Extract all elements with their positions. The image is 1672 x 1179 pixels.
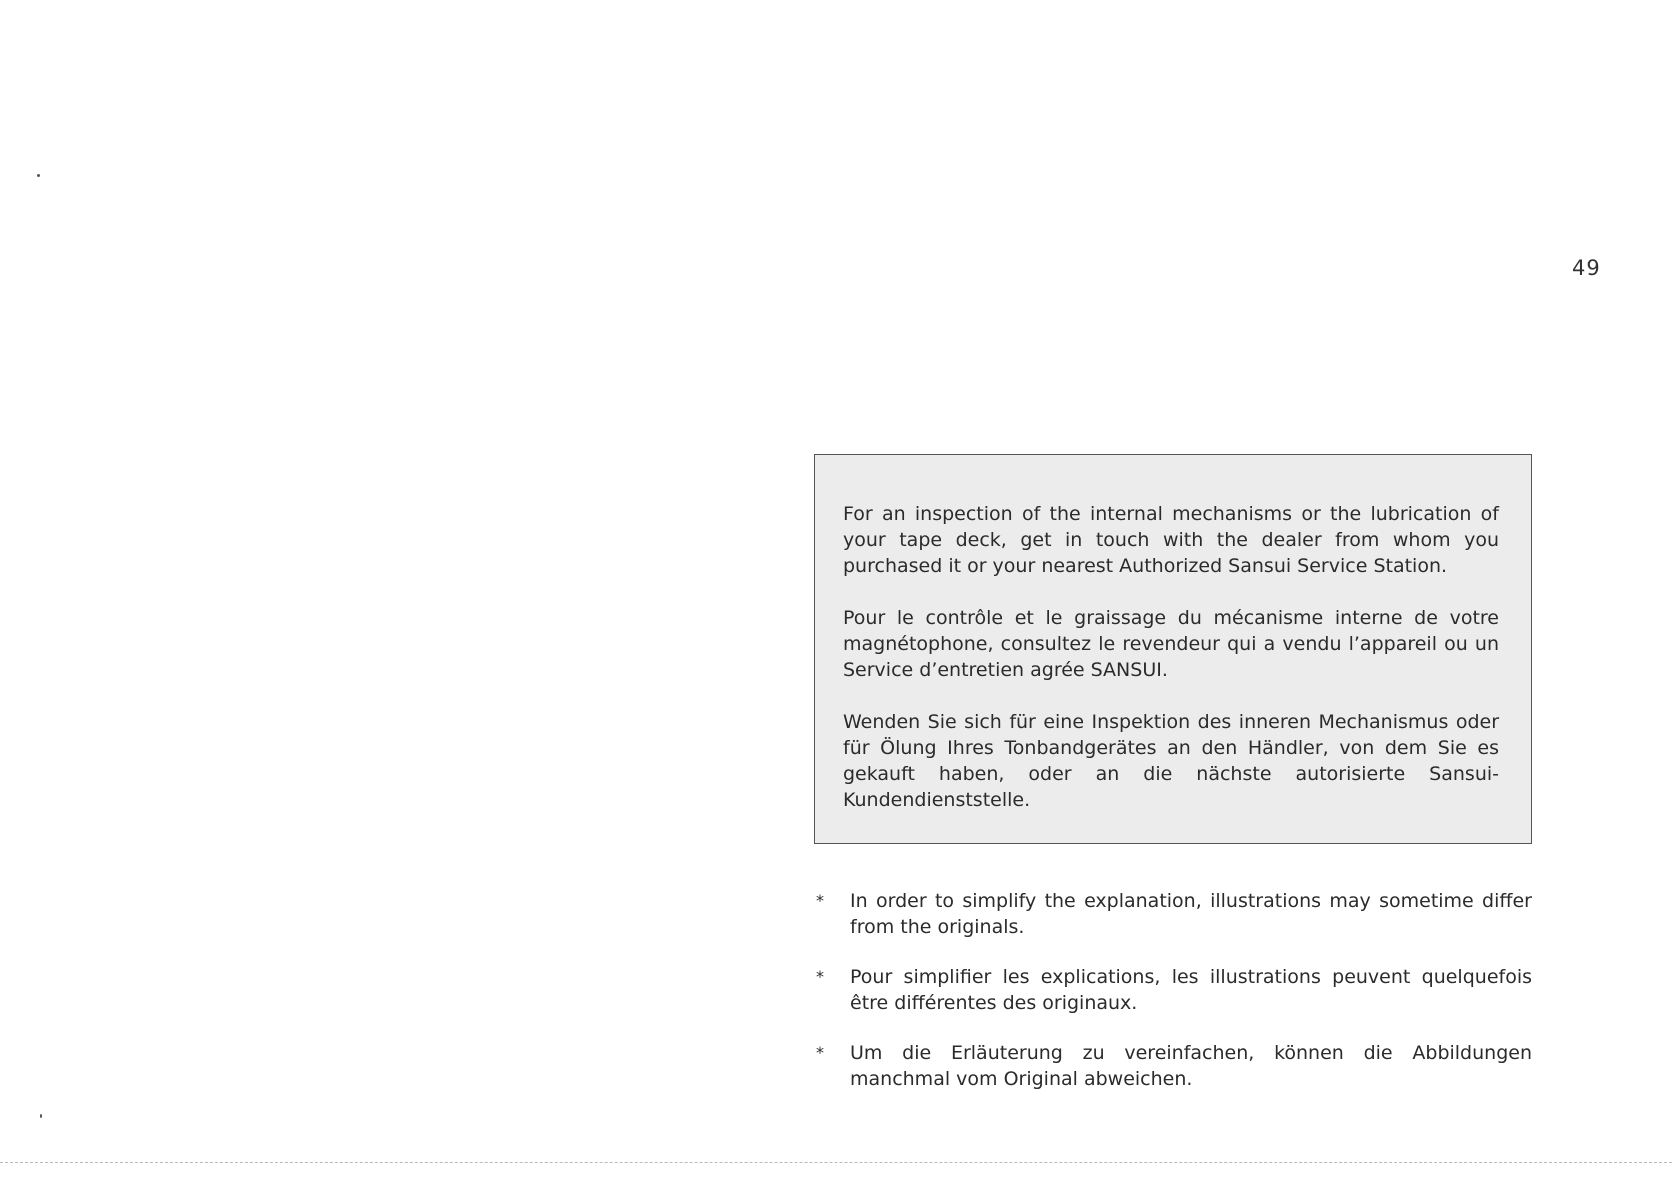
service-notice-box [814, 454, 1532, 844]
illustration-notes [816, 888, 1532, 1116]
asterisk-icon: * [816, 1043, 824, 1062]
note-english [816, 888, 1532, 940]
note-german [816, 1040, 1532, 1092]
note-text: In order to simplify the explanation, illustrations may sometime differ from the originals. [850, 890, 1532, 938]
notice-paragraph-english: For an inspection of the internal mechanisms or the lubrication of your tape deck, get in touch with the dealer from whom you purchased it or your nearest Authorized Sansui Service Station. [843, 503, 1499, 577]
asterisk-icon: * [816, 967, 824, 986]
scan-speck [40, 1114, 42, 1118]
note-text: Pour simplifier les explications, les illustrations peuvent quelquefois être différentes des originaux. [850, 966, 1532, 1014]
note-french [816, 964, 1532, 1016]
asterisk-icon: * [816, 891, 824, 910]
notice-paragraph-french: Pour le contrôle et le graissage du mécanisme interne de votre magnétophone, consultez le revendeur qui a vendu l’appareil ou un Service d’entretien agrée SANSUI. [843, 607, 1499, 681]
scan-speck [37, 174, 40, 177]
page-number: 49 [1572, 256, 1601, 280]
notice-paragraph-german: Wenden Sie sich für eine Inspektion des inneren Mechanismus oder für Ölung Ihres Tonbandgerätes an den Händler, von dem Sie es gekauft haben, oder an die nächste autorisierte Sansui-Kundendienststelle. [843, 711, 1499, 811]
note-text: Um die Erläuterung zu vereinfachen, können die Abbildungen manchmal vom Original abweichen. [850, 1042, 1532, 1090]
page-edge-rule [0, 1162, 1672, 1163]
